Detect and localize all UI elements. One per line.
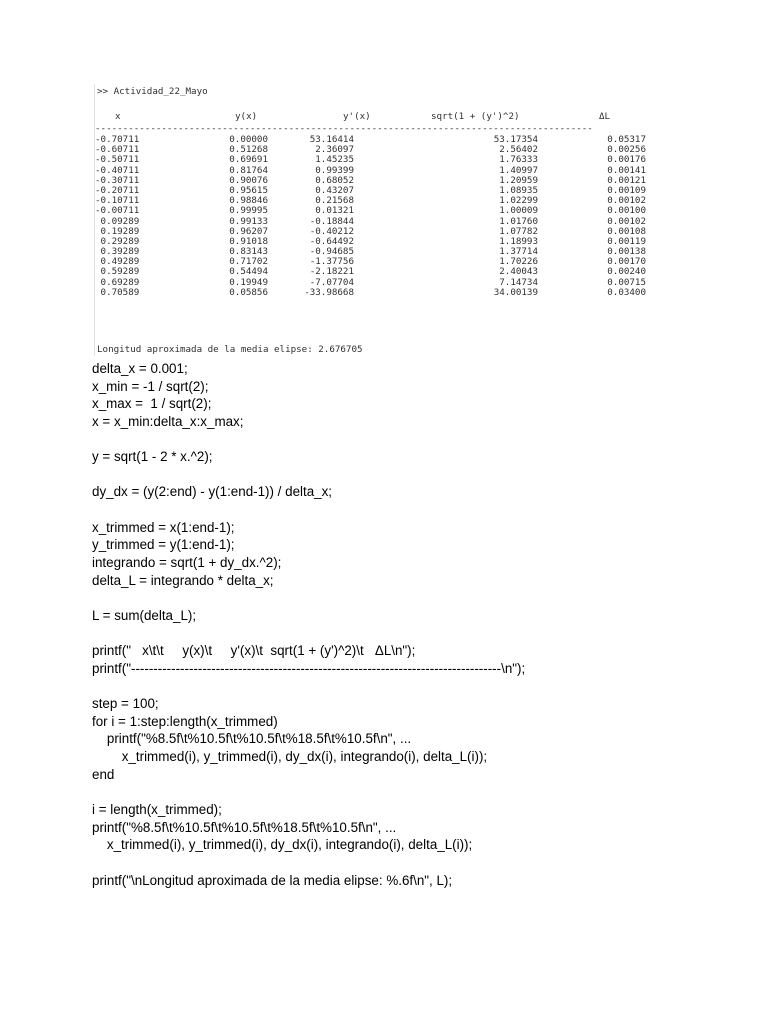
- table-cell: 0.83143: [229, 246, 268, 258]
- header-y: y(x): [235, 111, 258, 122]
- table-cell: 0.00121: [607, 174, 646, 186]
- table-cell: 0.00240: [607, 266, 646, 278]
- header-dy: y'(x): [343, 111, 371, 122]
- header-integrand: sqrt(1 + (y')^2): [431, 111, 520, 122]
- table-cell: 0.00109: [607, 184, 646, 196]
- code-line: delta_L = integrando * delta_x;: [92, 572, 274, 588]
- table-row: [95, 205, 651, 215]
- table-row: [95, 256, 651, 266]
- table-cell: 0.19949: [229, 276, 268, 288]
- code-line: printf("%8.5f\t%10.5f\t%10.5f\t%18.5f\t%10.5f\n", ...: [92, 819, 397, 835]
- table-cell: 2.36097: [315, 144, 354, 156]
- code-line: x_trimmed(i), y_trimmed(i), dy_dx(i), integrando(i), delta_L(i));: [92, 837, 473, 853]
- table-cell: 0.00715: [607, 276, 646, 288]
- code-line: integrando = sqrt(1 + dy_dx.^2);: [92, 555, 282, 571]
- table-cell: 0.43207: [315, 184, 354, 196]
- table-row: [95, 216, 651, 226]
- table-cell: 1.01760: [499, 215, 538, 227]
- table-cell: -33.98668: [304, 286, 354, 298]
- table-cell: 1.40997: [499, 164, 538, 176]
- table-cell: 0.00119: [607, 235, 646, 247]
- table-cell: 0.39289: [95, 246, 140, 258]
- table-cell: 34.00139: [493, 286, 538, 298]
- table-cell: 0.69289: [95, 276, 140, 288]
- code-line: [92, 501, 752, 519]
- table-cell: 0.95615: [229, 184, 268, 196]
- table-cell: -0.94685: [309, 246, 354, 258]
- table-cell: 0.00176: [607, 154, 646, 166]
- table-cell: -0.60711: [95, 144, 140, 156]
- source-code-block: [92, 360, 752, 889]
- table-cell: 0.00256: [607, 144, 646, 156]
- code-line: [92, 783, 752, 801]
- code-line: end: [92, 766, 115, 782]
- code-line: [92, 466, 752, 484]
- table-row: [95, 226, 651, 236]
- table-cell: -0.40711: [95, 164, 140, 176]
- table-row: [95, 165, 651, 175]
- table-cell: 0.51268: [229, 144, 268, 156]
- table-separator: ------------------------------------------------------------------------------------------: [95, 123, 593, 134]
- table-cell: 0.05856: [229, 286, 268, 298]
- table-row: [95, 266, 651, 276]
- table-cell: 1.37714: [499, 246, 538, 258]
- console-output-screenshot: [94, 84, 651, 356]
- code-line: y_trimmed = y(1:end-1);: [92, 537, 235, 553]
- table-cell: 0.00108: [607, 225, 646, 237]
- code-line: [92, 431, 752, 449]
- table-cell: 0.90076: [229, 174, 268, 186]
- table-cell: 1.76333: [499, 154, 538, 166]
- code-line: step = 100;: [92, 696, 159, 712]
- code-line: for i = 1:step:length(x_trimmed): [92, 713, 278, 729]
- table-cell: 0.29289: [95, 235, 140, 247]
- table-cell: -0.50711: [95, 154, 140, 166]
- table-cell: -0.70711: [95, 134, 140, 145]
- table-cell: 2.40043: [499, 266, 538, 278]
- table-cell: 0.99399: [315, 164, 354, 176]
- table-cell: 1.08935: [499, 184, 538, 196]
- table-cell: 0.01321: [315, 205, 354, 217]
- result-line: Longitud aproximada de la media elipse: 2.676705: [97, 344, 363, 355]
- table-cell: 0.98846: [229, 195, 268, 207]
- table-body: [95, 134, 651, 297]
- table-cell: 0.03400: [607, 286, 646, 298]
- code-line: x = x_min:delta_x:x_max;: [92, 413, 244, 429]
- table-cell: 0.00170: [607, 256, 646, 268]
- table-cell: 0.96207: [229, 225, 268, 237]
- table-cell: 0.00000: [229, 134, 268, 145]
- table-cell: 0.00102: [607, 215, 646, 227]
- table-row: [95, 175, 651, 185]
- table-cell: 0.69691: [229, 154, 268, 166]
- table-row: [95, 185, 651, 195]
- code-line: x_min = -1 / sqrt(2);: [92, 378, 209, 394]
- header-x: x: [115, 111, 121, 122]
- code-line: [92, 589, 752, 607]
- table-cell: 2.56402: [499, 144, 538, 156]
- code-line: x_trimmed = x(1:end-1);: [92, 519, 235, 535]
- table-cell: -0.10711: [95, 195, 140, 207]
- table-cell: 1.00009: [499, 205, 538, 217]
- table-cell: 1.20959: [499, 174, 538, 186]
- table-row: [95, 154, 651, 164]
- table-cell: 0.71702: [229, 256, 268, 268]
- table-cell: 7.14734: [499, 276, 538, 288]
- table-cell: -0.30711: [95, 174, 140, 186]
- table-cell: -1.37756: [309, 256, 354, 268]
- table-cell: 1.70226: [499, 256, 538, 268]
- table-cell: 1.07782: [499, 225, 538, 237]
- console-prompt: >> Actividad_22_Mayo: [97, 86, 208, 97]
- code-line: L = sum(delta_L);: [92, 607, 197, 623]
- table-row: [95, 277, 651, 287]
- code-line: printf("\nLongitud aproximada de la media elipse: %.6f\n", L);: [92, 872, 453, 888]
- table-cell: 0.54494: [229, 266, 268, 278]
- table-cell: -2.18221: [309, 266, 354, 278]
- code-line: dy_dx = (y(2:end) - y(1:end-1)) / delta_x;: [92, 484, 333, 500]
- code-line: y = sqrt(1 - 2 * x.^2);: [92, 449, 213, 465]
- table-header: [95, 111, 651, 123]
- table-cell: 0.00102: [607, 195, 646, 207]
- table-cell: 0.59289: [95, 266, 140, 278]
- table-cell: -0.20711: [95, 184, 140, 196]
- code-line: [92, 678, 752, 696]
- table-cell: -0.18844: [309, 215, 354, 227]
- table-cell: 0.70589: [95, 286, 140, 298]
- table-row: [95, 236, 651, 246]
- table-cell: -7.07704: [309, 276, 354, 288]
- code-line: x_trimmed(i), y_trimmed(i), dy_dx(i), integrando(i), delta_L(i));: [92, 749, 488, 765]
- table-row: [95, 287, 651, 297]
- code-line: i = length(x_trimmed);: [92, 802, 222, 818]
- table-cell: 0.99133: [229, 215, 268, 227]
- table-cell: 1.02299: [499, 195, 538, 207]
- code-line: printf(" x\t\t y(x)\t y'(x)\t sqrt(1 + (y')^2)\t ΔL\n");: [92, 643, 416, 659]
- table-cell: 0.05317: [607, 134, 646, 145]
- table-cell: 0.00100: [607, 205, 646, 217]
- table-cell: 53.16414: [309, 134, 354, 145]
- table-cell: -0.64492: [309, 235, 354, 247]
- table-row: [95, 134, 651, 144]
- table-cell: 1.45235: [315, 154, 354, 166]
- table-cell: 53.17354: [493, 134, 538, 145]
- table-cell: 0.00138: [607, 246, 646, 258]
- table-cell: -0.00711: [95, 205, 140, 217]
- table-cell: 0.91018: [229, 235, 268, 247]
- table-row: [95, 195, 651, 205]
- table-cell: 0.19289: [95, 225, 140, 237]
- code-line: printf("-----------------------------------------------------------------------------------\n");: [92, 660, 526, 676]
- table-cell: 0.00141: [607, 164, 646, 176]
- table-cell: 0.21568: [315, 195, 354, 207]
- code-line: [92, 854, 752, 872]
- code-line: [92, 625, 752, 643]
- table-row: [95, 246, 651, 256]
- table-cell: 0.99995: [229, 205, 268, 217]
- header-delta-l: ΔL: [599, 111, 611, 122]
- table-row: [95, 144, 651, 154]
- code-line: printf("%8.5f\t%10.5f\t%10.5f\t%18.5f\t%10.5f\n", ...: [92, 731, 412, 747]
- table-cell: -0.40212: [309, 225, 354, 237]
- table-cell: 1.18993: [499, 235, 538, 247]
- table-cell: 0.81764: [229, 164, 268, 176]
- table-cell: 0.49289: [95, 256, 140, 268]
- table-cell: 0.09289: [95, 215, 140, 227]
- code-line: delta_x = 0.001;: [92, 361, 188, 376]
- table-cell: 0.68052: [315, 174, 354, 186]
- code-line: x_max = 1 / sqrt(2);: [92, 396, 212, 412]
